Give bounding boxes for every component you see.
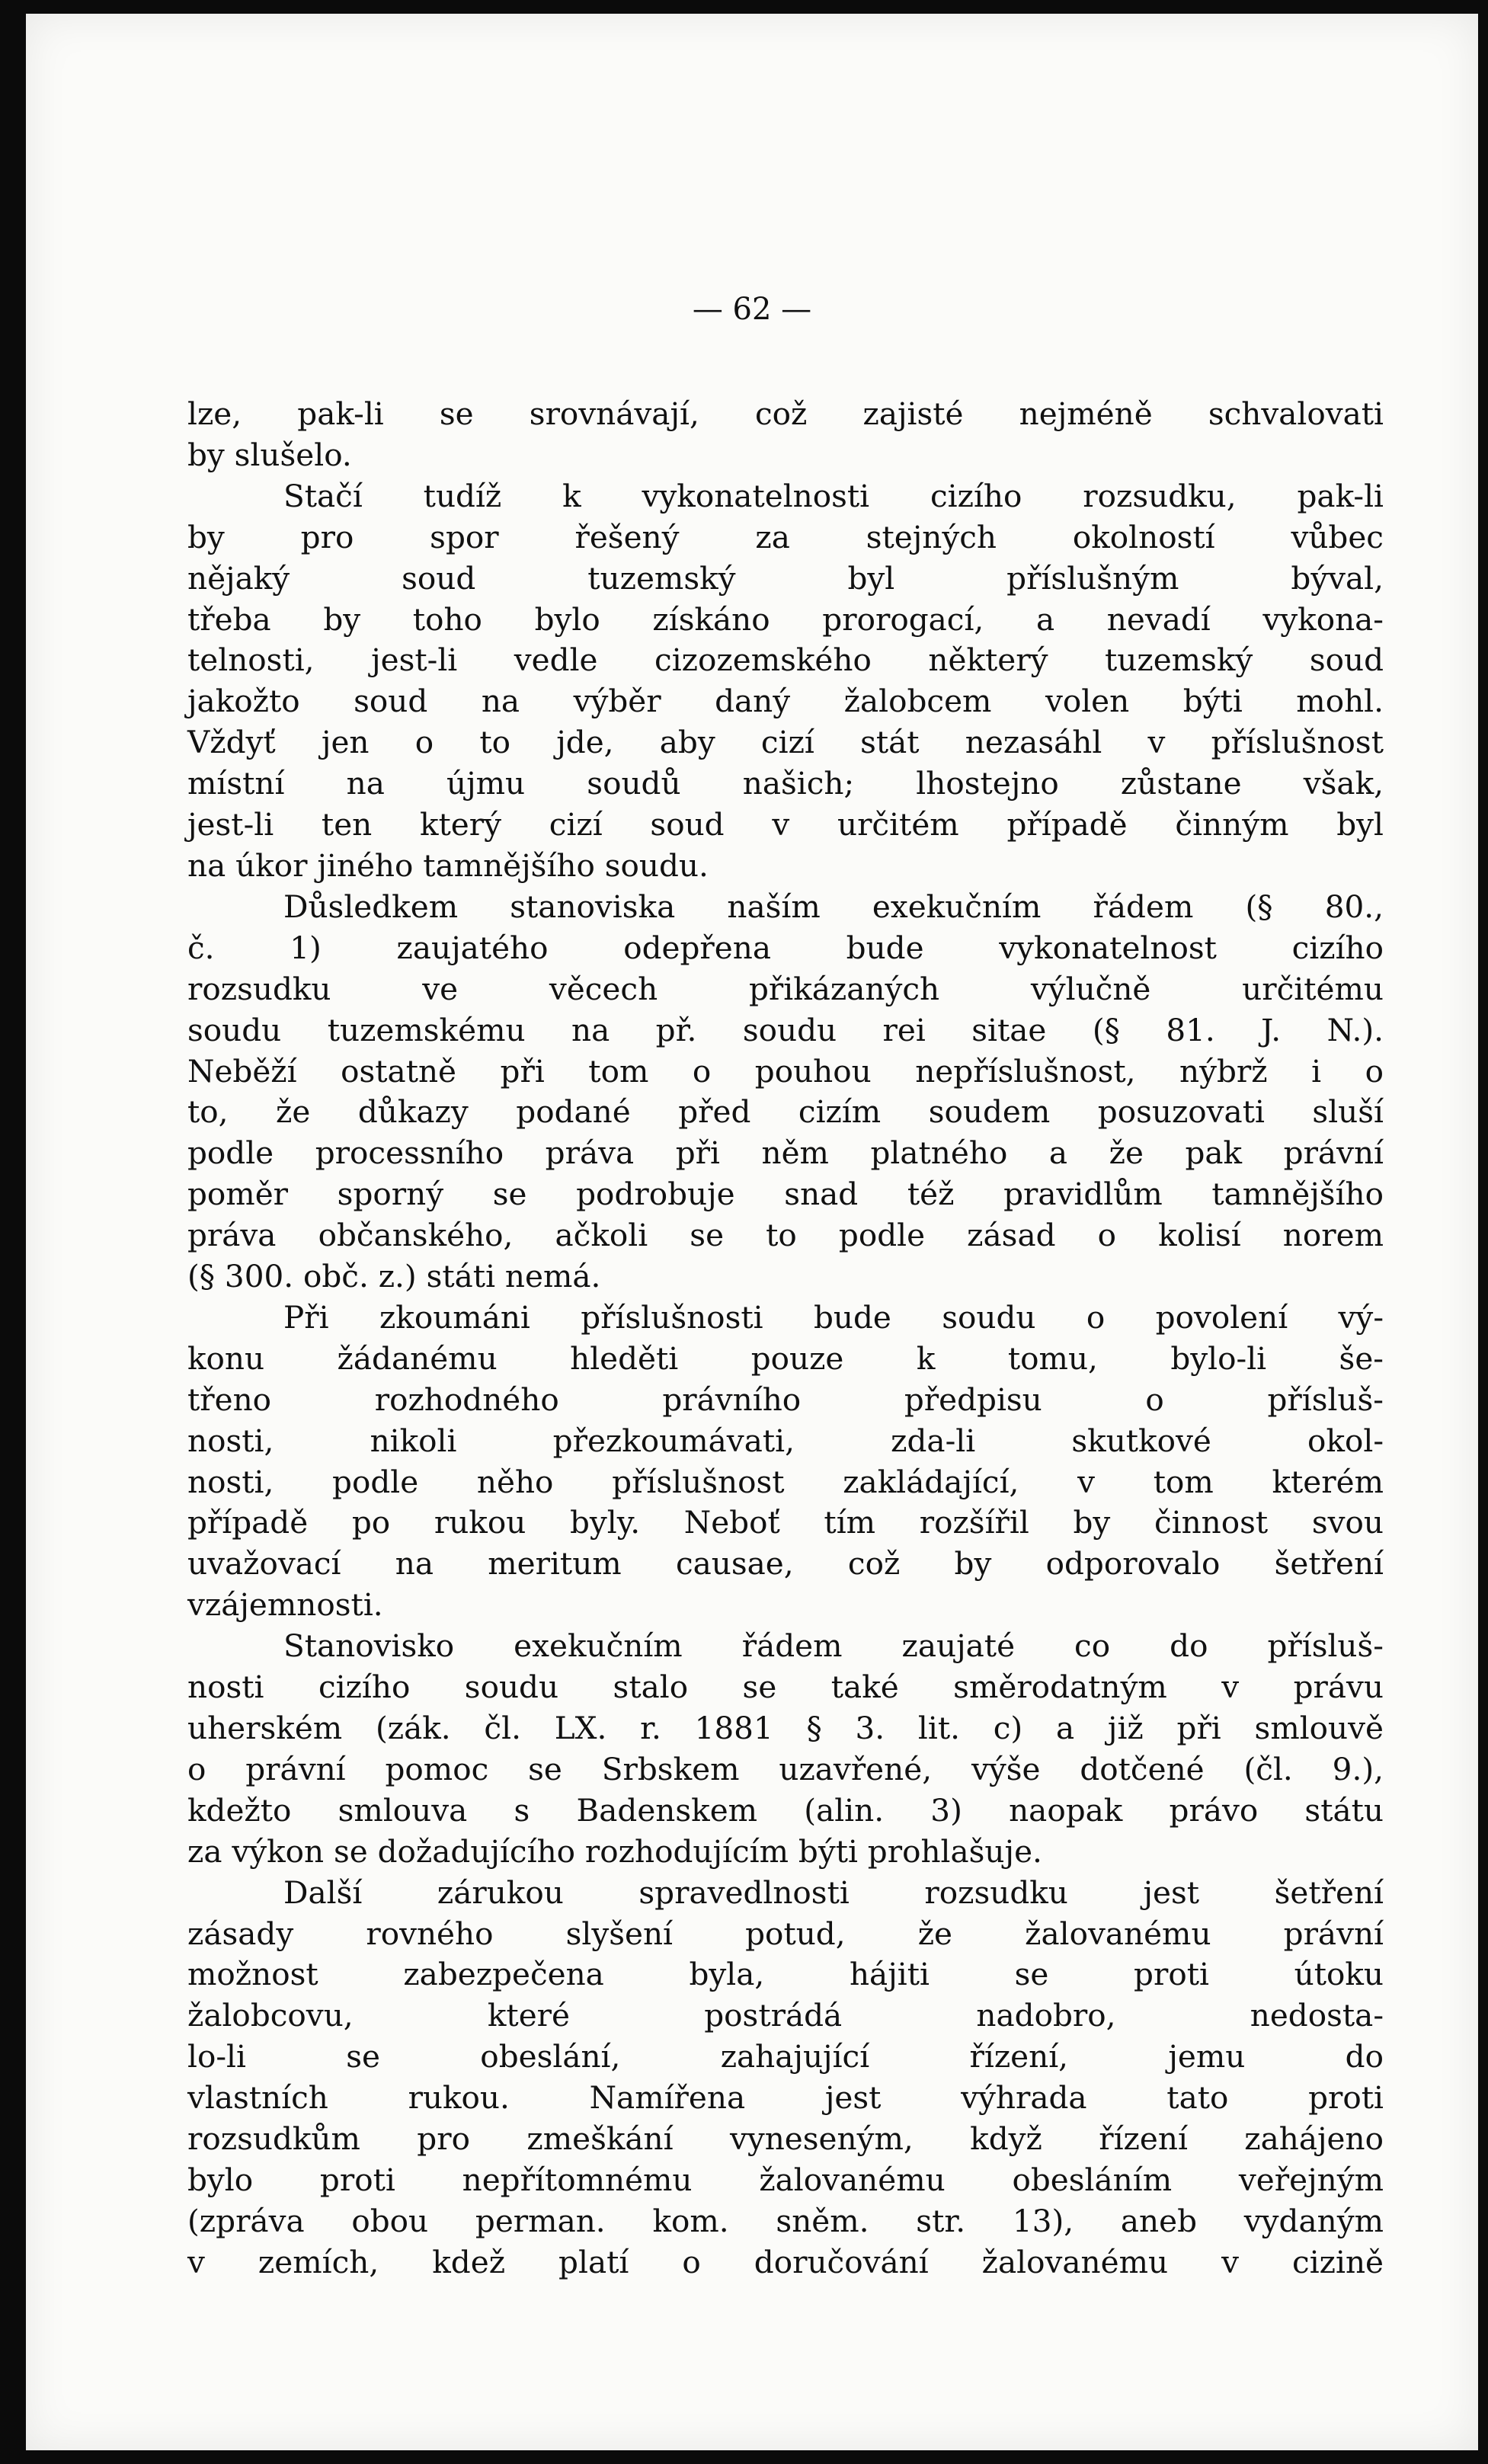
- text-line: nosti, podle něho příslušnost zakládající, v tom kterém: [187, 1463, 1384, 1500]
- text-line: Neběží ostatně při tom o pouhou nepříslušnost, nýbrž i o: [187, 1052, 1384, 1090]
- text-line: nějaký soud tuzemský byl příslušným býval,: [187, 559, 1384, 597]
- text-line: Stanovisko exekučním řádem zaujaté co do přísluš-: [283, 1627, 1384, 1665]
- text-line: o právní pomoc se Srbskem uzavřené, výše dotčené (čl. 9.),: [187, 1750, 1384, 1787]
- text-line: kdežto smlouva s Badenskem (alin. 3) naopak právo státu: [187, 1791, 1384, 1829]
- text-line: Vždyť jen o to jde, aby cizí stát nezasáhl v příslušnost: [187, 724, 1384, 761]
- text-line: možnost zabezpečena byla, hájiti se proti útoku: [187, 1956, 1384, 1993]
- text-line: lze, pak-li se srovnávají, což zajisté nejméně schvalovati: [187, 395, 1384, 432]
- text-line: č. 1) zaujatého odepřena bude vykonatelnost cizího: [187, 929, 1384, 966]
- text-line: zásady rovného slyšení potud, že žalovanému právní: [187, 1915, 1384, 1952]
- text-line: rozsudkům pro zmeškání vyneseným, když řízení zahájeno: [187, 2120, 1384, 2158]
- text-line: za výkon se dožadujícího rozhodujícím býti prohlašuje.: [187, 1832, 1042, 1870]
- text-line: vlastních rukou. Namířena jest výhrada tato proti: [187, 2079, 1384, 2117]
- text-line: lo-li se obeslání, zahajující řízení, jemu do: [187, 2038, 1384, 2075]
- text-line: Další zárukou spravedlnosti rozsudku jest šetření: [283, 1874, 1384, 1911]
- text-line: soudu tuzemskému na př. soudu rei sitae (§ 81. J. N.).: [187, 1011, 1384, 1048]
- text-line: Důsledkem stanoviska naším exekučním řádem (§ 80.,: [283, 888, 1384, 925]
- body-text: [187, 394, 1384, 2283]
- text-line: nosti cizího soudu stalo se také směrodatným v právu: [187, 1669, 1384, 1706]
- text-line: to, že důkazy podané před cizím soudem posuzovati sluší: [187, 1093, 1384, 1131]
- text-line: místní na újmu soudů našich; lhostejno zůstane však,: [187, 765, 1384, 802]
- text-line: vzájemnosti.: [187, 1586, 383, 1624]
- text-line: by slušelo.: [187, 436, 352, 473]
- text-line: bylo proti nepřítomnému žalovanému obesláním veřejným: [187, 2161, 1384, 2198]
- text-line: práva občanského, ačkoli se to podle zásad o kolisí norem: [187, 1217, 1384, 1254]
- text-line: nosti, nikoli přezkoumávati, zda-li skutkové okol-: [187, 1422, 1384, 1459]
- scanned-page: [26, 14, 1478, 2450]
- text-line: (§ 300. obč. z.) státi nemá.: [187, 1258, 601, 1295]
- text-line: uherském (zák. čl. LX. r. 1881 § 3. lit. c) a již při smlouvě: [187, 1710, 1384, 1746]
- text-line: žalobcovu, které postrádá nadobro, nedosta-: [187, 1997, 1384, 2034]
- text-line: poměr sporný se podrobuje snad též pravidlům tamnějšího: [187, 1176, 1384, 1213]
- text-line: telnosti, jest-li vedle cizozemského některý tuzemský soud: [187, 642, 1384, 679]
- text-line: třeba by toho bylo získáno prorogací, a nevadí vykona-: [187, 600, 1384, 638]
- text-line: uvažovací na meritum causae, což by odporovalo šetření: [187, 1545, 1384, 1582]
- page-number: — 62 —: [692, 292, 812, 327]
- text-line: případě po rukou byly. Neboť tím rozšířil by činnost svou: [187, 1504, 1384, 1541]
- text-line: by pro spor řešený za stejných okolností vůbec: [187, 518, 1384, 555]
- text-line: v zemích, kdež platí o doručování žalovanému v cizině: [187, 2243, 1384, 2280]
- text-line: na úkor jiného tamnějšího soudu.: [187, 846, 709, 884]
- text-line: (zpráva obou perman. kom. sněm. str. 13), aneb vydaným: [187, 2202, 1384, 2239]
- text-line: podle processního práva při něm platného a že pak právní: [187, 1134, 1384, 1172]
- text-line: jest-li ten který cizí soud v určitém případě činným byl: [187, 806, 1384, 843]
- text-line: třeno rozhodného právního předpisu o přísluš-: [187, 1381, 1384, 1418]
- text-line: rozsudku ve věcech přikázaných výlučně určitému: [187, 970, 1384, 1007]
- text-line: jakožto soud na výběr daný žalobcem volen býti mohl.: [187, 683, 1384, 720]
- text-line: Při zkoumáni příslušnosti bude soudu o povolení vý-: [283, 1298, 1384, 1336]
- text-line: konu žádanému hleděti pouze k tomu, bylo-li še-: [187, 1339, 1384, 1377]
- text-line: Stačí tudíž k vykonatelnosti cizího rozsudku, pak-li: [283, 477, 1384, 514]
